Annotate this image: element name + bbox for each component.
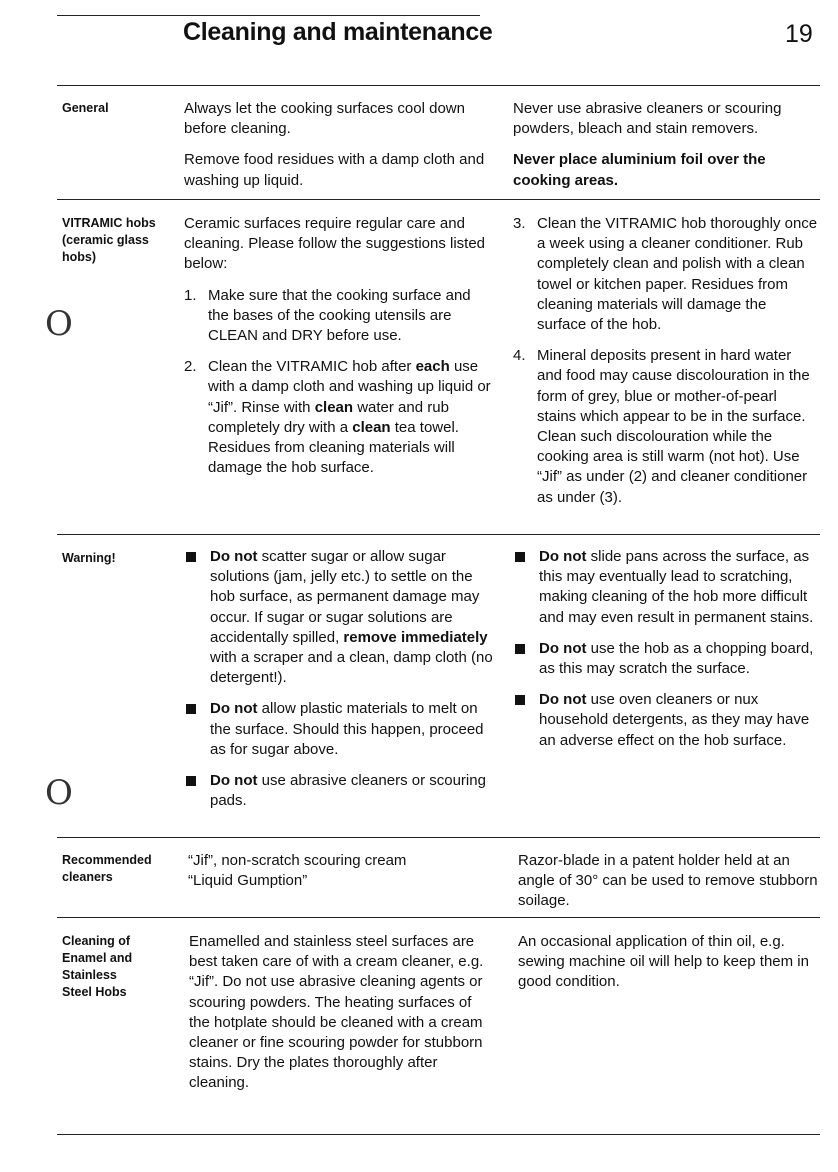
recommended-cleaners-list: “Jif”, non-scratch scouring cream “Liquid Gumption” bbox=[188, 852, 407, 890]
list-item bbox=[184, 357, 494, 478]
list-text: water and rub completely dry with a bbox=[208, 398, 449, 436]
list-text: with a scraper and a clean, damp cloth (no detergent!). bbox=[210, 649, 493, 687]
list-text: use abrasive cleaners or scouring pads. bbox=[210, 772, 486, 810]
list-item bbox=[513, 214, 818, 335]
general-foil-warning: Never place aluminium foil over the cooking areas. bbox=[513, 151, 766, 189]
general-text-2: Remove food residues with a damp cloth and washing up liquid. bbox=[184, 151, 485, 189]
emphasis: clean bbox=[314, 398, 354, 416]
enamel-left bbox=[189, 932, 489, 1094]
top-rule bbox=[57, 15, 480, 16]
list-text: Make sure that the cooking surface and the bases of the cooking utensils are CLEAN and DRY before use. bbox=[208, 286, 471, 345]
list-text: Clean the VITRAMIC hob after bbox=[208, 358, 416, 376]
rule-recommended bbox=[57, 917, 820, 918]
vitramic-intro: Ceramic surfaces require regular care and cleaning. Please follow the suggestions listed below: bbox=[184, 215, 486, 273]
list-item bbox=[186, 771, 496, 811]
emphasis: clean bbox=[352, 418, 391, 436]
list-item bbox=[184, 286, 494, 347]
list-item bbox=[515, 690, 820, 751]
section-label-general: General bbox=[62, 101, 109, 115]
enamel-right bbox=[518, 932, 818, 993]
emphasis: each bbox=[415, 358, 450, 376]
bullet-square-icon bbox=[515, 695, 525, 705]
list-number: 3. bbox=[513, 215, 526, 232]
recommended-right bbox=[518, 851, 820, 912]
section-label-recommended: Recommended cleaners bbox=[62, 853, 152, 884]
list-item bbox=[515, 639, 820, 679]
bullet-square-icon bbox=[186, 704, 196, 714]
emphasis: Do not bbox=[210, 772, 258, 790]
razor-blade-text: Razor-blade in a patent holder held at an angle of 30° can be used to remove stubborn soilage. bbox=[518, 852, 818, 910]
list-text: allow plastic materials to melt on the surface. Should this happen, proceed as for sugar above. bbox=[210, 700, 484, 758]
emphasis: Do not bbox=[210, 548, 258, 565]
emphasis: Do not bbox=[539, 639, 587, 657]
list-text: Clean the VITRAMIC hob thoroughly once a week using a cleaner conditioner. Rub completely clean and polish with a clean towel or kitchen paper. Residues from cleaning materials will damage the surface of the hob. bbox=[537, 215, 818, 334]
emphasis: Do not bbox=[539, 548, 587, 565]
list-text: tea towel. Residues from cleaning materials will damage the hob surface. bbox=[208, 418, 459, 477]
list-number: 4. bbox=[513, 347, 526, 365]
page-number: 19 bbox=[785, 20, 813, 48]
section-label-enamel: Cleaning of Enamel and Stainless Steel Hobs bbox=[62, 934, 133, 999]
binder-hole-mark: O bbox=[45, 773, 73, 813]
list-item bbox=[513, 346, 818, 508]
bottom-rule bbox=[57, 1134, 820, 1135]
list-item bbox=[186, 547, 496, 688]
bullet-square-icon bbox=[515, 552, 525, 562]
warning-left bbox=[186, 547, 496, 811]
bullet-square-icon bbox=[186, 776, 196, 786]
emphasis: Do not bbox=[539, 691, 587, 709]
enamel-text: Enamelled and stainless steel surfaces are best taken care of with a cream cleaner, e.g. “Jif”. Do not use abrasive cleaning agents or scouring powders. The heating surfaces of the hotplate should be cleaned with a cream cleaner or fine scouring powder for stubborn stains. Dry the plates thoroughly after cleaning. bbox=[189, 933, 484, 1092]
list-item bbox=[515, 547, 820, 628]
list-text: use with a damp cloth and washing up liquid or “Jif”. Rinse with bbox=[208, 358, 491, 416]
vitramic-right bbox=[513, 214, 818, 508]
list-item bbox=[186, 699, 496, 760]
recommended-left bbox=[188, 851, 438, 891]
rule-general bbox=[57, 199, 820, 200]
emphasis: remove immediately bbox=[343, 628, 488, 646]
rule-warning bbox=[57, 837, 820, 838]
list-text: slide pans across the surface, as this may eventually lead to scratching, making cleaning of the hob more difficult and may even result in permanent stains. bbox=[539, 548, 814, 626]
list-text: use oven cleaners or nux household detergents, as they may have an adverse effect on the hob surface. bbox=[539, 691, 810, 749]
general-left bbox=[184, 99, 489, 191]
page-title: Cleaning and maintenance bbox=[183, 18, 493, 46]
vitramic-left bbox=[184, 214, 494, 478]
bullet-square-icon bbox=[186, 552, 196, 562]
rule-vitramic bbox=[57, 534, 820, 535]
section-label-warning: Warning! bbox=[62, 551, 116, 565]
list-text: use the hob as a chopping board, as this may scratch the surface. bbox=[539, 639, 814, 678]
list-number: 2. bbox=[184, 358, 197, 376]
header-rule bbox=[57, 85, 820, 86]
general-warning-text: Never use abrasive cleaners or scouring powders, bleach and stain removers. bbox=[513, 100, 782, 138]
bullet-square-icon bbox=[515, 644, 525, 654]
oil-text: An occasional application of thin oil, e.g. sewing machine oil will help to keep them in good condition. bbox=[518, 933, 809, 991]
list-number: 1. bbox=[184, 286, 197, 304]
list-text: Mineral deposits present in hard water and food may cause discolouration in the form of grey, blue or mother-of-pearl stains which appear to be in the surface. Clean such discolouration while the cooking area is still warm (not hot). Use “Jif” as under (2) and cleaner conditioner as under (3). bbox=[537, 347, 810, 506]
general-text-1: Always let the cooking surfaces cool down before cleaning. bbox=[184, 100, 465, 138]
warning-right bbox=[515, 547, 820, 751]
emphasis: Do not bbox=[210, 700, 258, 718]
binder-hole-mark: O bbox=[45, 304, 73, 344]
general-right bbox=[513, 99, 818, 191]
section-label-vitramic: VITRAMIC hobs (ceramic glass hobs) bbox=[62, 216, 156, 264]
list-text: scatter sugar or allow sugar solutions (jam, jelly etc.) to settle on the hob surface, as permanent damage may occur. If sugar or sugar solutions are accidentally spilled, bbox=[210, 548, 480, 646]
